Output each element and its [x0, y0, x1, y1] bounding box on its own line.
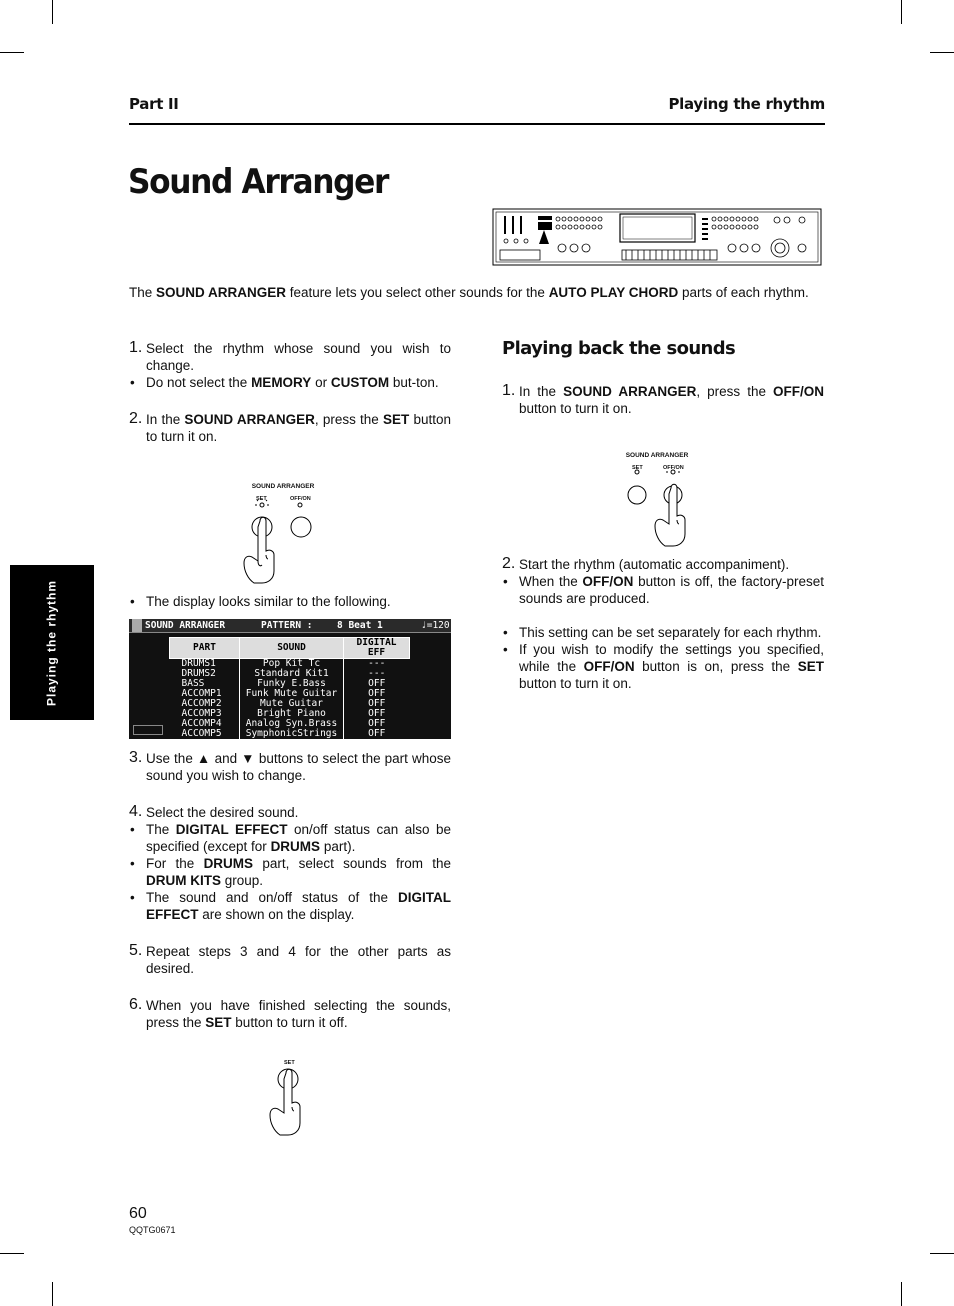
hand-pressing-icon: [238, 499, 328, 584]
lcd-row[interactable]: ACCOMP4 Analog Syn.Brass OFF: [181, 718, 386, 729]
crop-mark: [0, 52, 24, 53]
keyboard-panel-illustration: [492, 208, 822, 266]
right-step-2-note-a: • When the OFF/ON button is off, the factory-preset sounds are produced.: [502, 573, 824, 607]
right-column: [502, 340, 824, 417]
lcd-row[interactable]: ACCOMP2 Mute Guitar OFF: [181, 698, 386, 709]
lcd-header-sound: SOUND: [240, 638, 344, 659]
step-1-note: • Do not select the MEMORY or CUSTOM but-ton.: [129, 374, 451, 391]
right-step-2-note-c: • If you wish to modify the settings you specified, while the OFF/ON button is on, press the SET button to turn it on.: [502, 641, 824, 692]
step-4: 4. Select the desired sound.: [129, 803, 299, 820]
crop-mark: [52, 1282, 53, 1306]
lcd-row[interactable]: ACCOMP1 Funk Mute Guitar OFF: [181, 688, 386, 699]
document-code: QQTG0671: [129, 1225, 176, 1235]
figure-set-off: SET: [266, 1059, 316, 1141]
crop-mark: [901, 0, 902, 24]
crop-mark: [930, 52, 954, 53]
up-arrow-icon: ▲: [196, 751, 211, 766]
left-column-display-note: [129, 593, 451, 610]
crop-mark: [901, 1282, 902, 1306]
right-step-2-note-b: • This setting can be set separately for each rhythm.: [502, 624, 824, 641]
left-column: [129, 340, 451, 445]
hand-pressing-icon: [266, 1067, 316, 1137]
crop-mark: [0, 1253, 24, 1254]
lcd-header-digital-eff: DIGITAL EFF: [344, 638, 410, 659]
lcd-scroll-buttons: [133, 725, 163, 735]
crop-mark: [52, 0, 53, 24]
step-4-note-b: • For the DRUMS part, select sounds from the DRUM KITS group.: [129, 855, 451, 889]
left-column-steps: [129, 750, 451, 1031]
lcd-display: [129, 619, 451, 739]
header-section: Playing the rhythm: [668, 95, 825, 113]
figure-set-button: SOUND ARRANGER SET OFF/ON: [238, 483, 328, 588]
down-arrow-icon: ▼: [241, 751, 255, 766]
lcd-row[interactable]: DRUMS1 Pop Kit Tc ---: [181, 658, 386, 669]
display-bullet: • The display looks similar to the following.: [129, 593, 451, 610]
step-6: 6. When you have finished selecting the sounds, press the SET button to turn it off.: [129, 996, 451, 1030]
intro-paragraph: The SOUND ARRANGER feature lets you select other sounds for the AUTO PLAY CHORD parts of each rhythm.: [129, 285, 809, 300]
step-5: 5. Repeat steps 3 and 4 for the other parts as desired.: [129, 942, 451, 976]
lcd-row[interactable]: DRUMS2 Standard Kit1 ---: [181, 668, 386, 679]
right-column-steps: [502, 556, 824, 692]
lcd-row[interactable]: ACCOMP3 Bright Piano OFF: [181, 708, 386, 719]
lcd-row[interactable]: BASS Funky E.Bass OFF: [181, 678, 386, 689]
side-tab: Playing the rhythm: [10, 565, 94, 720]
header-part: Part II: [129, 95, 179, 113]
crop-mark: [930, 1253, 954, 1254]
hand-pressing-icon: [614, 468, 704, 548]
step-1: 1. Select the rhythm whose sound you wish to change.: [129, 339, 451, 373]
lcd-top-bar: SOUND ARRANGER PATTERN : 8 Beat 1 ♩=120: [129, 619, 451, 633]
lcd-table: [169, 637, 410, 739]
step-4-note-a: • The DIGITAL EFFECT on/off status can also be specified (except for DRUMS part).: [129, 821, 451, 855]
subheading-playing-back: Playing back the sounds: [502, 338, 736, 359]
header-rule: [129, 123, 825, 125]
figure-offon-button: SOUND ARRANGER SET OFF/ON: [614, 452, 704, 552]
lcd-header-part: PART: [170, 638, 240, 659]
page-number: 60: [129, 1205, 147, 1222]
right-step-1: 1. In the SOUND ARRANGER, press the OFF/ON button to turn it on.: [502, 382, 824, 416]
right-step-2: 2. Start the rhythm (automatic accompaniment).: [502, 555, 790, 572]
page-title: Sound Arranger: [128, 162, 388, 202]
step-3: 3. Use the ▲ and ▼ buttons to select the part whose sound you wish to change.: [129, 749, 451, 783]
lcd-row[interactable]: ACCOMP5 SymphonicStrings OFF: [181, 728, 386, 739]
step-2: 2. In the SOUND ARRANGER, press the SET button to turn it on.: [129, 410, 451, 444]
step-4-note-c: • The sound and on/off status of the DIGITAL EFFECT are shown on the display.: [129, 889, 451, 923]
